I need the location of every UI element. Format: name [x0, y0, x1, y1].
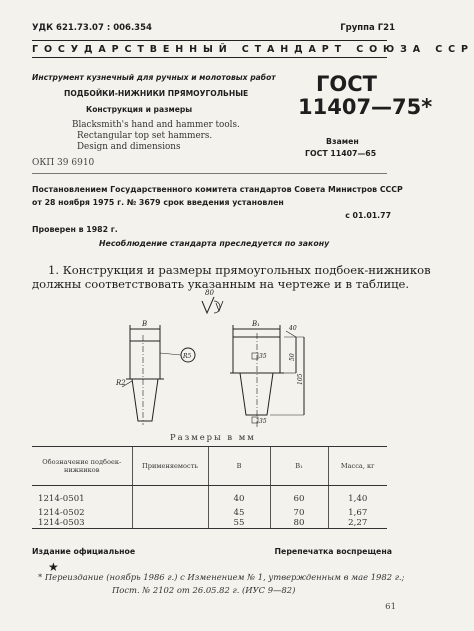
- okp-rule: [32, 173, 387, 174]
- col-header-applicability: Применяемость: [132, 447, 208, 486]
- cell-applicability: [132, 518, 208, 529]
- reissue-note-1: * Переиздание (ноябрь 1986 г.) с Изменением № 1, утвержденным в мае 1982 г.;: [38, 572, 405, 582]
- standard-banner: ГОСУДАРСТВЕННЫЙ СТАНДАРТ СОЮЗА ССР: [32, 44, 474, 55]
- english-title-3: Design and dimensions: [77, 142, 181, 152]
- gost-number: 11407—75*: [298, 95, 433, 119]
- title-line-3: Конструкция и размеры: [86, 105, 193, 114]
- roughness-symbol-icon: [202, 297, 214, 313]
- cell-b: 55: [208, 518, 270, 529]
- cell-applicability: [132, 486, 208, 509]
- title-line-2: ПОДБОЙКИ-НИЖНИКИ ПРЯМОУГОЛЬНЫЕ: [64, 89, 249, 98]
- dim-label-35-bottom: 35: [259, 418, 267, 425]
- replaces-standard: ГОСТ 11407—65: [305, 149, 377, 158]
- right-view-shank: [240, 373, 273, 415]
- udk-code: УДК 621.73.07 : 006.354: [32, 23, 152, 33]
- checked-note: Проверен в 1982 г.: [32, 225, 118, 234]
- cell-designation: 1214-0501: [38, 494, 85, 504]
- left-view-shank: [132, 379, 158, 421]
- decree-line-1: Постановлением Государственного комитета стандартов Совета Министров СССР: [32, 185, 403, 194]
- gost-label: ГОСТ: [316, 72, 377, 96]
- law-note: Несоблюдение стандарта преследуется по закону: [99, 239, 330, 248]
- english-title-1: Blacksmith's hand and hammer tools.: [72, 120, 240, 130]
- header-rule-top: [32, 40, 387, 41]
- dimensions-table: [32, 446, 387, 529]
- cell-b1: 70: [270, 508, 328, 518]
- right-view-head: [233, 337, 280, 373]
- dim-label-r5: R5: [183, 353, 192, 360]
- roughness-value: 80: [205, 289, 214, 297]
- table-caption: Размеры в мм: [170, 432, 256, 442]
- left-view-head: [130, 341, 160, 379]
- dim-label-50: 50: [289, 353, 296, 361]
- table-header-row: [32, 447, 387, 486]
- cell-b: 45: [208, 508, 270, 518]
- cell-designation: 1214-0503: [32, 518, 132, 529]
- cell-mass: 1,40: [328, 486, 387, 509]
- dim-label-105: 105: [297, 373, 304, 385]
- okp-code: ОКП 39 6910: [32, 158, 95, 168]
- reprint-notice: Перепечатка воспрещена: [274, 547, 392, 556]
- table-row: [32, 486, 387, 509]
- col-header-b1: B₁: [270, 447, 328, 486]
- header-rule-bottom: [32, 57, 387, 58]
- paragraph-line-2: должны соответствовать указанным на чертеже и в таблице.: [32, 277, 410, 291]
- col-header-mass: Масса, кг: [328, 447, 387, 486]
- effective-date: с 01.01.77: [345, 211, 391, 220]
- official-edition: Издание официальное: [32, 547, 136, 556]
- paragraph-line-1: 1. Конструкция и размеры прямоугольных подбоек-нижников: [48, 263, 431, 277]
- col-header-b: B: [208, 447, 270, 486]
- decree-line-2: от 28 ноября 1975 г. № 3679 срок введения установлен: [32, 198, 284, 207]
- col-header-designation: Обозначение подбоек-нижников: [32, 447, 132, 486]
- star-icon: ★: [48, 560, 59, 574]
- dim-label-40: 40: [289, 325, 297, 332]
- cell-mass: 1,67: [328, 508, 387, 518]
- replaces-label: Взамен: [326, 137, 359, 146]
- title-line-1: Инструмент кузнечный для ручных и молотовых работ: [32, 73, 276, 82]
- reissue-note-2: Пост. № 2102 от 26.05.82 г. (ИУС 9—82): [112, 585, 296, 595]
- dim-label-35-top: 35: [259, 353, 267, 360]
- cell-b: 40: [208, 486, 270, 509]
- cell-mass: 2,27: [328, 518, 387, 529]
- cell-b1: 60: [270, 486, 328, 509]
- dim-label-r2: R2: [116, 379, 126, 387]
- page-number: 61: [385, 602, 396, 612]
- group-code: Группа Г21: [340, 23, 395, 33]
- cell-designation: 1214-0502: [38, 508, 85, 518]
- cell-applicability: [132, 508, 208, 518]
- cell-b1: 80: [270, 518, 328, 529]
- technical-drawing: [110, 289, 310, 429]
- table-row: [32, 518, 387, 529]
- english-title-2: Rectangular top set hammers.: [77, 131, 213, 141]
- table-row: [32, 508, 387, 518]
- dim-label-b: B: [142, 320, 148, 328]
- dim-label-b1: B₁: [252, 320, 260, 328]
